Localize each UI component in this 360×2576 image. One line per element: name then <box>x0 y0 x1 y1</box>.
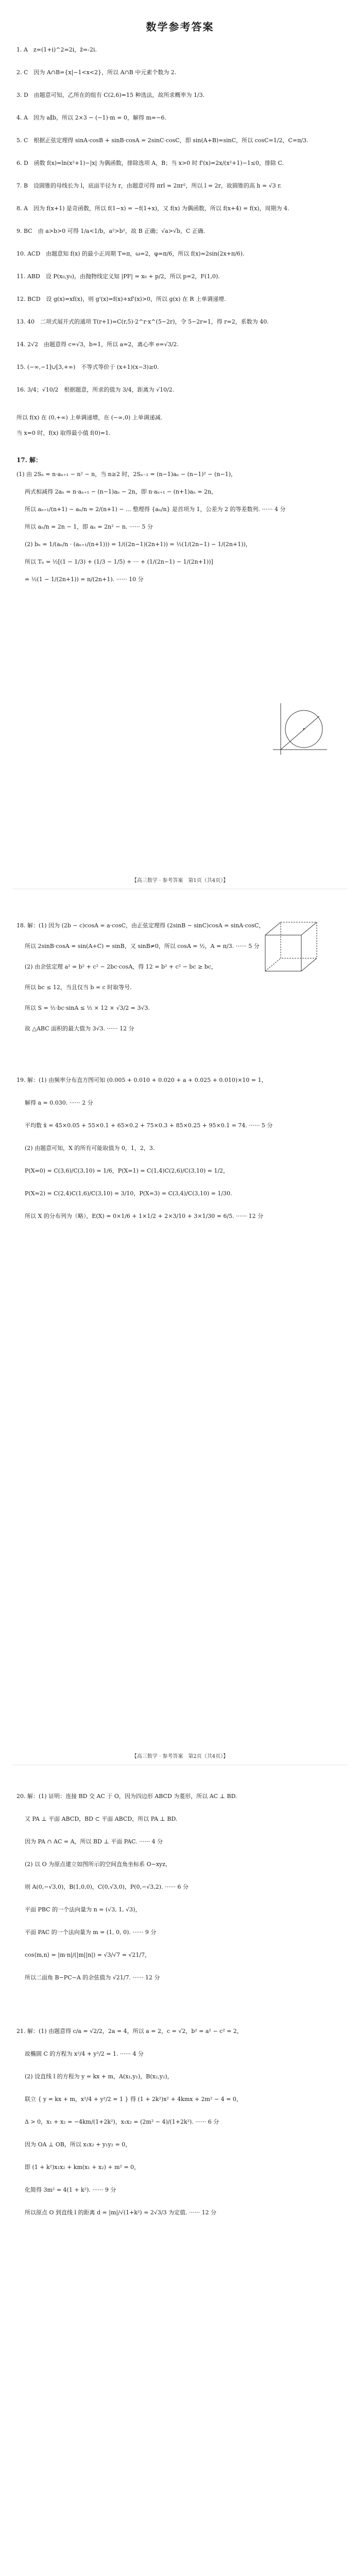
solutions2-line: 18. 解：(1) 因为 (2b − c)cosA = a·cosC，由正弦定理得 (2sinB − sinC)cosA = sinA·cosC， <box>16 922 265 929</box>
solutions3-line: 所以 X 的分布列为（略），E(X) = 0×1/6 + 1×1/2 + 2×3/10 + 3×1/30 = 6/5. ······ 12 分 <box>25 1213 264 1219</box>
page1-line: 5. C 根据正弦定理得 sinA·cosB + sinB·cosA = 2sinC·cosC，即 sin(A+B)=sinC，所以 cosC=1/2，C=π/3. <box>16 137 308 144</box>
solutions1-line: 所以 aₙ₊₁/(n+1) − aₙ/n = 2/(n+1) − ... 整理得 {aₙ/n} 是首项为 1，公差为 2 的等差数列. ······ 4 分 <box>25 506 286 513</box>
page1-line: 6. D 函数 f(x)=ln(x²+1)−|x| 为偶函数，排除选项 A，B；当 x>0 时 f'(x)=2x/(x²+1)−1≤0，排除 C. <box>16 160 284 166</box>
cube-figure <box>258 917 324 979</box>
page1-line: 8. A 因为 f(x+1) 是奇函数，所以 f(1−x) = −f(1+x)，又 f(x) 为偶函数，所以 f(x+4) = f(x)，周期为 4. <box>16 205 289 212</box>
solutions2-line: 故 △ABC 面积的最大值为 3√3. ······ 12 分 <box>25 1025 134 1032</box>
solutions2-line: 所以 S = ½·bc·sinA ≤ ½ × 12 × √3/2 = 3√3. <box>25 1005 150 1011</box>
solutions1-line: = ½(1 − 1/(2n+1)) = n/(2n+1). ······ 10 分 <box>25 576 144 583</box>
solutions5-line: 故椭圆 C 的方程为 x²/4 + y²/2 = 1. ······ 4 分 <box>25 2050 144 2057</box>
page1-line: 2. C 因为 A∩B={x|−1<x<2}，所以 A∩B 中元素个数为 2. <box>16 69 177 76</box>
solutions3-line: 平均数 x̄ = 45×0.05 + 55×0.1 + 65×0.2 + 75×0.3 + 85×0.25 + 95×0.1 = 74. ······ 5 分 <box>25 1122 273 1129</box>
solutions2-line: 所以 2sinB·cosA = sin(A+C) = sinB，又 sinB≠0，所以 cosA = ½，A = π/3. ······ 5 分 <box>25 943 260 950</box>
page1-line: 9. BC 由 a>b>0 可得 1/a<1/b，a²>b²，故 B 正确；√a>√b，C 正确. <box>16 228 205 234</box>
solutions4-line: 所以二面角 B−PC−A 的余弦值为 √21/7. ······ 12 分 <box>25 1974 160 1981</box>
solutions4-line: 20. 解：(1) 证明：连接 BD 交 AC 于 O，因为四边形 ABCD 为菱形，所以 AC ⊥ BD. <box>16 1793 237 1800</box>
page1-line: 16. 3/4；√10/2 根据题意，所求的值为 3/4，距离为 √10/2. <box>16 386 175 393</box>
solutions4-line: 平面 PBC 的一个法向量为 n = (√3, 1, √3)， <box>25 1906 141 1913</box>
solutions1-line: 所以 Tₙ = ½[(1 − 1/3) + (1/3 − 1/5) + ··· + (1/(2n−1) − 1/(2n+1))] <box>25 558 213 565</box>
solutions1-line: (2) bₙ = 1/(aₙ/n · (aₙ₊₁/(n+1))) = 1/((2n−1)(2n+1)) = ½(1/(2n−1) − 1/(2n+1))， <box>25 541 251 548</box>
solutions5-line: 化简得 3m² = 4(1 + k²). ······ 9 分 <box>25 2187 116 2193</box>
page1-line: 12. BCD 设 g(x)=xf(x)，则 g'(x)=f(x)+xf'(x)>0，所以 g(x) 在 R 上单调递增. <box>16 296 226 302</box>
solutions3-line: (2) 由题意可知，X 的所有可能取值为 0，1，2，3. <box>25 1145 155 1151</box>
solutions4-line: 平面 PAC 的一个法向量为 m = (1, 0, 0). ······ 9 分 <box>25 1929 157 1936</box>
page1-line: 13. 40 二项式展开式的通项 T(r+1)=C(r,5)·2^r·x^(5−2r)，令 5−2r=1，得 r=2，系数为 40. <box>16 318 269 325</box>
page1-line: 7. B 设圆锥的母线长为 l，底面半径为 r，由题意可得 πrl = 2πr²，所以 l = 2r，故圆锥的高 h = √3 r. <box>16 182 282 189</box>
solutions4-line: 因为 PA ∩ AC = A，所以 BD ⊥ 平面 PAC. ······ 4 分 <box>25 1838 163 1845</box>
solutions5-line: 因为 OA ⊥ OB，所以 x₁x₂ + y₁y₂ = 0， <box>25 2141 131 2148</box>
solutions2-line: 所以 bc ≤ 12，当且仅当 b = c 时取等号. <box>25 984 132 991</box>
document-title: 数学参考答案 <box>146 21 214 33</box>
page-footer-1: 【高三数学 · 参考答案 第1页（共4页）】 <box>131 878 229 884</box>
solutions4-line: cos⟨m,n⟩ = |m·n|/(|m||n|) = √3/√7 = √21/7， <box>25 1952 151 1958</box>
solutions4-line: 则 A(0,−√3,0)，B(1,0,0)，C(0,√3,0)，P(0,−√3,2). ······ 6 分 <box>25 1884 189 1890</box>
page1-line: 15. (−∞,−1]∪[3,+∞) 不等式等价于 (x+1)(x−3)≥0. <box>16 364 159 370</box>
solutions4-line: 又 PA ⊥ 平面 ABCD，BD ⊂ 平面 ABCD，所以 PA ⊥ BD. <box>25 1816 178 1822</box>
solutions3-line: P(X=0) = C(3,6)/C(3,10) = 1/6，P(X=1) = C(1,4)C(2,6)/C(3,10) = 1/2， <box>25 1167 229 1174</box>
solutions-section-heading: 17. 解： <box>16 456 42 464</box>
solutions1-line: 两式相减得 2aₙ = n·aₙ₊₁ − (n−1)aₙ − 2n，即 n·aₙ₊₁ − (n+1)aₙ = 2n， <box>25 488 217 495</box>
page1-line: 4. A 因为 a∥b，所以 2×3 − (−1)·m = 0，解得 m=−6. <box>16 114 166 121</box>
solutions5-line: 所以原点 O 到直线 l 的距离 d = |m|/√(1+k²) = 2√3/3 为定值. ······ 12 分 <box>25 2209 217 2216</box>
page1-line: 14. 2√2 由题意得 c=√3，b=1，所以 a=2，离心率 e=√3/2. <box>16 341 179 348</box>
solutions5-line: 即 (1 + k²)x₁x₂ + km(x₁ + x₂) + m² = 0， <box>25 2164 140 2171</box>
solutions5-line: (2) 设直线 l 的方程为 y = kx + m，A(x₁,y₁)，B(x₂,y₂)， <box>25 2073 173 2080</box>
solutions3-line: 解得 a = 0.030. ······ 2 分 <box>25 1099 93 1106</box>
solutions2-line: (2) 由余弦定理 a² = b² + c² − 2bc·cosA，得 12 = b² + c² − bc ≥ bc， <box>25 963 217 970</box>
solutions1-line: (1) 由 2Sₙ = n·aₙ₊₁ − n² − n，当 n≥2 时，2Sₙ₋₁ = (n−1)aₙ − (n−1)² − (n−1)， <box>16 471 236 478</box>
coordinate-figure <box>268 701 330 757</box>
solutions1-line: 所以 aₙ/n = 2n − 1，即 aₙ = 2n² − n. ······ 5 分 <box>25 523 153 530</box>
p1_tail-line: 当 x=0 时，f(x) 取得最小值 f(0)=1. <box>16 430 111 436</box>
p1_tail-line: 所以 f(x) 在 (0,+∞) 上单调递增，在 (−∞,0) 上单调递减. <box>16 414 163 421</box>
solutions4-line: (2) 以 O 为原点建立如图所示的空间直角坐标系 O−xyz， <box>25 1861 172 1868</box>
page1-line: 11. ABD 设 P(x₀,y₀)，由抛物线定义知 |PF| = x₀ + p/2，所以 p=2，F(1,0). <box>16 273 220 280</box>
page1-line: 1. A z=(1+i)^2=2i，z̄=-2i. <box>16 46 97 53</box>
solutions5-line: 21. 解：(1) 由题意得 c/a = √2/2，2a = 4，所以 a = 2，c = √2，b² = a² − c² = 2， <box>16 2028 243 2035</box>
page1-line: 3. D 由题意可知，乙所在的组有 C(2,6)=15 种选法，故所求概率为 1/3. <box>16 92 205 98</box>
solutions3-line: P(X=2) = C(2,4)C(1,6)/C(3,10) = 3/10，P(X=3) = C(3,4)/C(3,10) = 1/30. <box>25 1190 232 1197</box>
solutions3-line: 19. 解：(1) 由频率分布直方图可知 (0.005 + 0.010 + 0.020 + a + 0.025 + 0.010)×10 = 1， <box>16 1077 267 1083</box>
page1-line: 10. ACD 由题意知 f(x) 的最小正周期 T=π，ω=2，φ=π/6，所以 f(x)=2sin(2x+π/6). <box>16 250 245 257</box>
solutions5-line: Δ > 0，x₁ + x₂ = −4km/(1+2k²)，x₁x₂ = (2m² − 4)/(1+2k²). ······ 6 分 <box>25 2119 219 2125</box>
solutions5-line: 联立 { y = kx + m，x²/4 + y²/2 = 1 } 得 (1 + 2k²)x² + 4kmx + 2m² − 4 = 0， <box>25 2096 242 2103</box>
page-footer-2: 【高三数学 · 参考答案 第2页（共4页）】 <box>131 1754 229 1759</box>
